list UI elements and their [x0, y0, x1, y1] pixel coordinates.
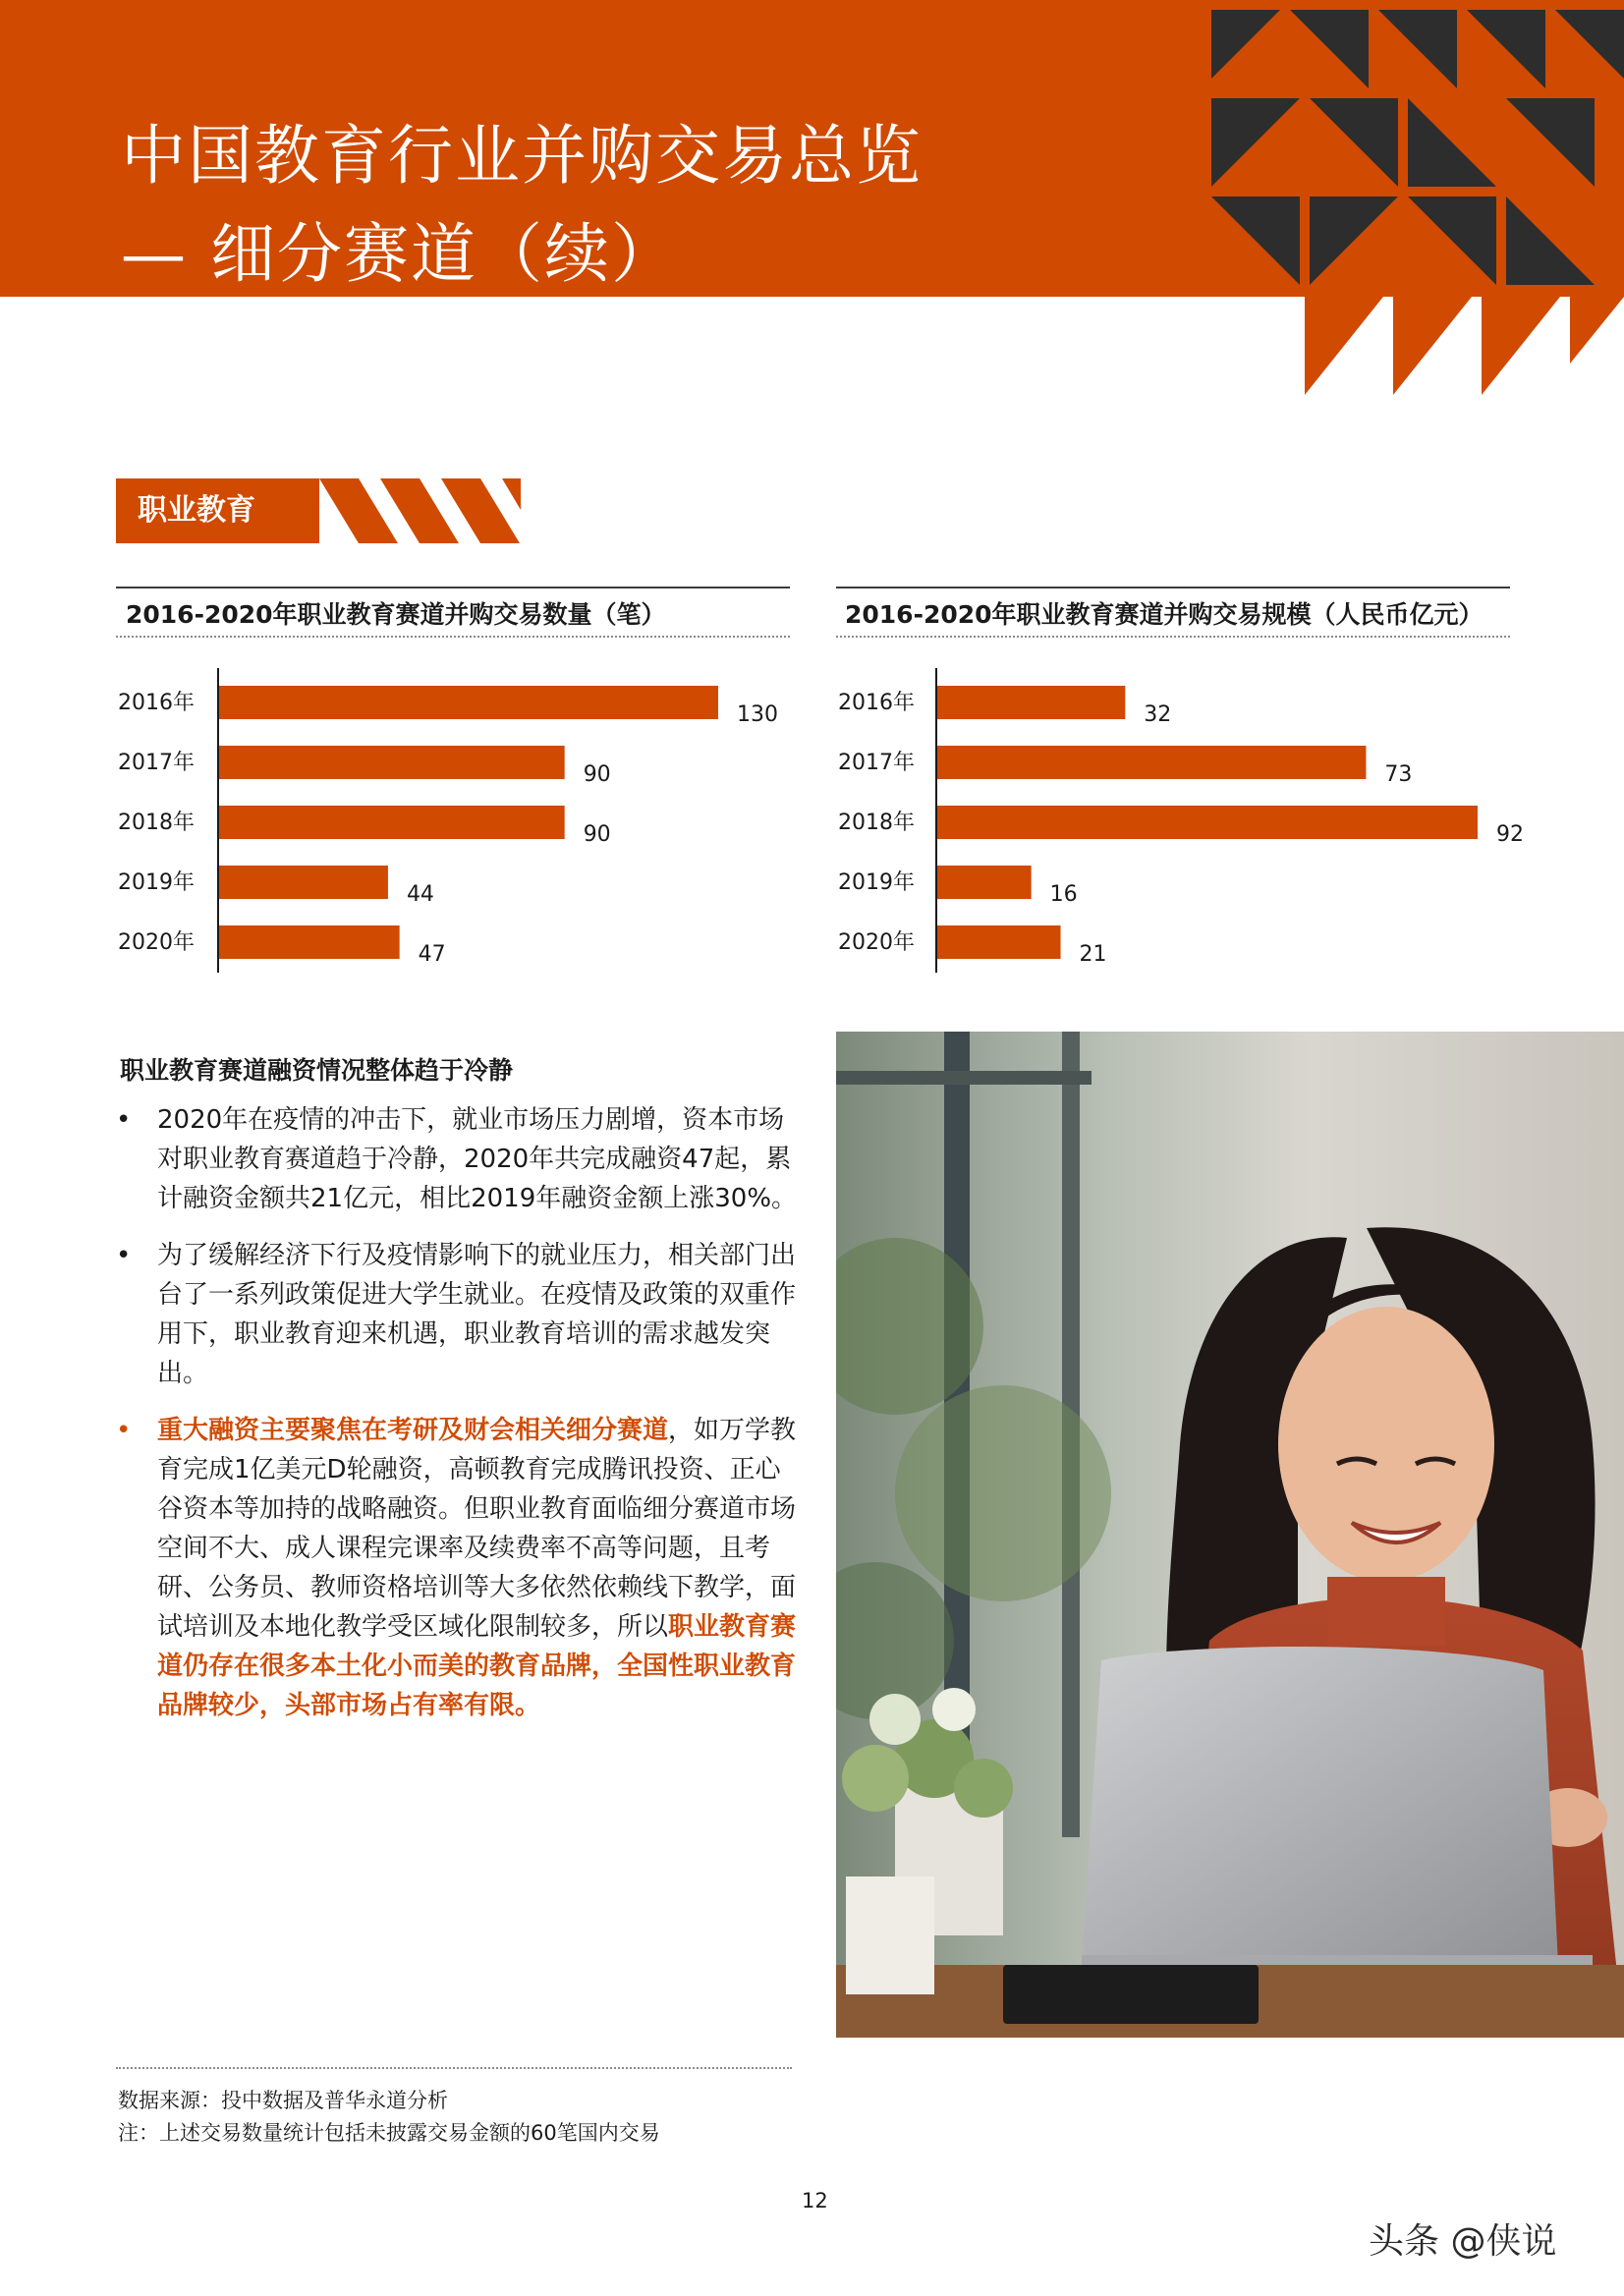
- bullet-text: 为了缓解经济下行及疫情影响下的就业压力，相关部门出台了一系列政策促进大学生就业。在疫情及政策的双重作用下，职业教育迎来机遇，职业教育培训的需求越发突出。: [157, 1241, 797, 1388]
- section-tag: 职业教育: [116, 478, 319, 543]
- chart2-plot: [836, 668, 1524, 978]
- category-label: 2016年: [118, 691, 195, 715]
- value-label: 130: [737, 702, 778, 727]
- chart1-title: 2016-2020年职业教育赛道并购交易数量（笔）: [126, 600, 666, 629]
- bullet-text: ，如万学教育完成1亿美元D轮融资，高顿教育完成腾讯投资、正心谷资本等加持的战略融资。但职业教育面临细分赛道市场空间不大、成人课程完课率及续费率不高等问题，且考研、公务员、教师资格培训等大多依然依赖线下教学，面试培训及本地化教学受区域化限制较多，所以: [157, 1416, 797, 1642]
- bullet-item-3: [116, 1411, 804, 1725]
- chart2-dotted-rule: [836, 636, 1510, 638]
- chart2-title: 2016-2020年职业教育赛道并购交易规模（人民币亿元）: [845, 600, 1484, 629]
- bar: [219, 806, 565, 839]
- page-title: 中国教育行业并购交易总览: [121, 118, 923, 194]
- value-label: 90: [583, 822, 611, 847]
- bar: [219, 866, 388, 899]
- bar: [219, 925, 400, 959]
- chart1-plot: [116, 668, 794, 978]
- watermark: 头条 @侠说: [1369, 2221, 1557, 2262]
- chart1-dotted-rule: [116, 636, 790, 638]
- footnote: 注：上述交易数量统计包括未披露交易金额的60笔国内交易: [118, 2121, 660, 2145]
- value-label: 90: [583, 762, 611, 787]
- category-label: 2019年: [838, 870, 915, 895]
- bar: [937, 866, 1032, 899]
- bullet-highlight: 重大融资主要聚焦在考研及财会相关细分赛道: [157, 1416, 669, 1445]
- value-label: 73: [1384, 762, 1413, 787]
- footer-rule: [116, 2067, 792, 2069]
- bullet-marker: •: [116, 1241, 132, 1270]
- category-label: 2018年: [838, 811, 915, 835]
- bullet-item-1: [116, 1100, 804, 1218]
- value-label: 21: [1079, 942, 1107, 967]
- chart2-top-rule: [836, 587, 1510, 588]
- bullet-marker: •: [116, 1105, 132, 1135]
- bullet-item-2: [116, 1236, 804, 1393]
- value-label: 16: [1049, 882, 1078, 907]
- value-label: 92: [1496, 822, 1524, 847]
- bullet-highlight: 职业教育赛道仍存在很多本土化小而美的教育品牌，全国性职业教育品牌较少，头部市场占有率有限。: [157, 1612, 797, 1720]
- bar: [219, 686, 718, 719]
- value-label: 47: [418, 942, 446, 967]
- bar: [937, 806, 1478, 839]
- summary-heading: 职业教育赛道融资情况整体趋于冷静: [120, 1056, 514, 1085]
- value-label: 32: [1144, 702, 1172, 727]
- bullet-marker: •: [116, 1416, 132, 1445]
- geometric-pattern-decoration: [1211, 0, 1624, 398]
- category-label: 2020年: [838, 930, 915, 955]
- bar: [937, 925, 1061, 959]
- category-label: 2020年: [118, 930, 195, 955]
- chart1-top-rule: [116, 587, 790, 588]
- stripes-decoration: [319, 478, 521, 543]
- source-note: 数据来源：投中数据及普华永道分析: [118, 2089, 448, 2112]
- value-label: 44: [406, 882, 434, 907]
- bar: [937, 686, 1125, 719]
- bar: [937, 746, 1366, 779]
- category-label: 2017年: [118, 751, 195, 775]
- category-label: 2018年: [118, 811, 195, 835]
- category-label: 2017年: [838, 751, 915, 775]
- page-subtitle: — 细分赛道（续）: [121, 216, 678, 292]
- bar: [219, 746, 565, 779]
- bullet-list: [116, 1100, 804, 1743]
- bullet-text: 2020年在疫情的冲击下，就业市场压力剧增，资本市场对职业教育赛道趋于冷静，2020年共完成融资47起，累计融资金额共21亿元，相比2019年融资金额上涨30%。: [157, 1105, 798, 1213]
- category-label: 2016年: [838, 691, 915, 715]
- category-label: 2019年: [118, 870, 195, 895]
- photo-woman-with-laptop: [836, 1032, 1624, 2038]
- page-number: 12: [802, 2189, 828, 2212]
